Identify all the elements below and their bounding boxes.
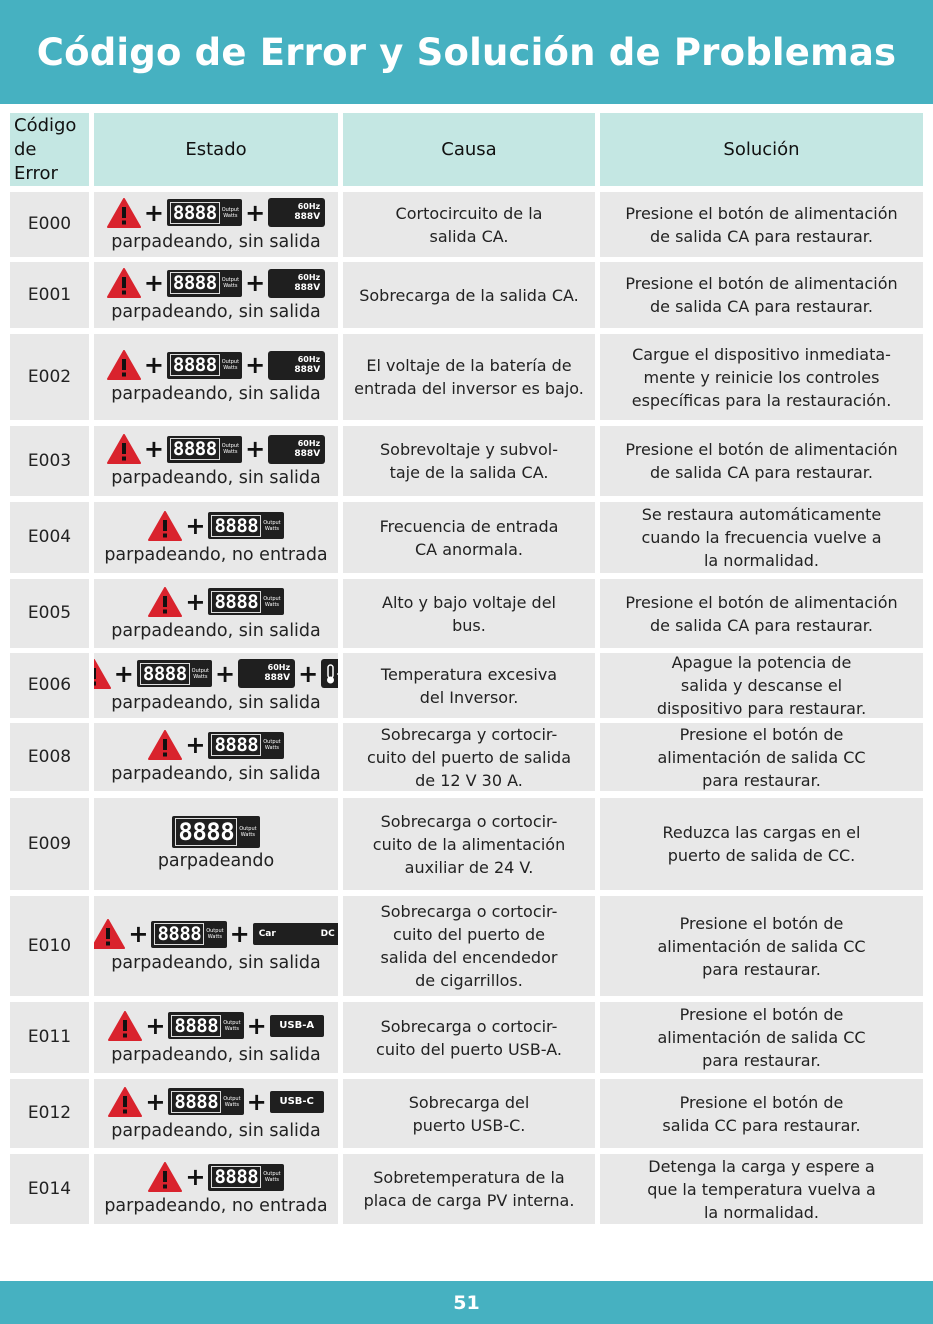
header-causa: Causa	[343, 113, 595, 186]
solution-text: Presione el botón de alimentación de salida CC para restaurar.	[600, 723, 923, 791]
plus-sign: +	[245, 269, 266, 297]
status-icons	[107, 267, 325, 299]
page-title: Código de Error y Solución de Problemas	[0, 0, 933, 104]
lcd-unit-top: Output	[221, 206, 240, 213]
plus-sign: +	[113, 659, 134, 688]
cause-text: Sobrecarga o cortocir- cuito del puerto USB-A.	[343, 1002, 595, 1073]
lcd-display-icon	[167, 436, 242, 463]
solution-text: Presione el botón de alimentación de salida CC para restaurar.	[600, 896, 923, 996]
plus-sign: +	[128, 920, 149, 948]
header-code: Código de Error	[10, 113, 89, 186]
header-solucion: Solución	[600, 113, 923, 186]
error-code: E011	[10, 1002, 89, 1073]
volt-text: 888V	[264, 673, 291, 683]
hz-text: 60Hz	[267, 663, 291, 672]
warning-triangle-icon	[148, 587, 182, 617]
status-icons	[107, 197, 325, 229]
solution-text: Presione el botón de alimentación de salida CA para restaurar.	[600, 426, 923, 496]
error-code: E010	[10, 896, 89, 996]
plus-sign: +	[245, 198, 266, 227]
frequency-voltage-icon	[268, 198, 325, 227]
usb-port-icon	[270, 1091, 324, 1113]
lcd-units	[222, 277, 239, 289]
lcd-units	[206, 928, 223, 940]
lcd-digits: 8888	[170, 272, 220, 294]
status-icons	[172, 816, 259, 848]
lcd-unit-bottom: Watts	[207, 934, 222, 940]
lcd-display-icon	[167, 270, 242, 297]
plus-sign: +	[298, 659, 319, 688]
lcd-digits: 8888	[140, 663, 190, 685]
status-text: parpadeando, no entrada	[104, 544, 328, 565]
lcd-units	[222, 443, 239, 455]
lcd-unit-bottom: Watts	[223, 449, 238, 455]
cause-text: El voltaje de la batería de entrada del inversor es bajo.	[343, 334, 595, 420]
lcd-display-icon	[137, 660, 212, 687]
status-icons	[148, 586, 283, 618]
cause-text: Temperatura excesiva del Inversor.	[343, 653, 595, 718]
dc-label: DC	[320, 928, 335, 939]
cause-text: Sobrevoltaje y subvol- taje de la salida CA.	[343, 426, 595, 496]
plus-sign: +	[145, 1087, 166, 1116]
car-label: Car	[258, 928, 276, 939]
usb-port-icon	[270, 1015, 324, 1037]
lcd-display-icon	[208, 588, 283, 615]
frequency-voltage-icon	[268, 269, 325, 298]
frequency-voltage-icon	[238, 659, 295, 688]
lcd-unit-bottom: Watts	[223, 283, 238, 289]
lcd-unit-bottom: Watts	[264, 1177, 280, 1183]
plus-sign: +	[245, 351, 266, 379]
status-text: parpadeando, sin salida	[111, 384, 321, 404]
lcd-digits: 8888	[171, 1015, 221, 1037]
solution-text: Reduzca las cargas en el puerto de salida de CC.	[600, 798, 923, 890]
plus-sign: +	[143, 435, 164, 463]
lcd-unit-top: Output	[239, 826, 257, 832]
lcd-digits: 8888	[171, 1091, 221, 1113]
lcd-display-icon	[208, 1164, 283, 1191]
cause-text: Cortocircuito de la salida CA.	[343, 192, 595, 257]
lcd-unit-bottom: Watts	[223, 212, 238, 219]
hz-text: 60Hz	[297, 202, 321, 211]
usb-port-label: USB-C	[279, 1096, 314, 1107]
status-text: parpadeando, sin salida	[111, 231, 321, 252]
status-cell	[94, 1154, 338, 1224]
lcd-units	[192, 668, 209, 680]
status-text: parpadeando, sin salida	[111, 764, 321, 784]
warning-triangle-icon	[107, 350, 141, 380]
status-text: parpadeando, sin salida	[111, 1044, 321, 1065]
cause-text: Frecuencia de entrada CA anormala.	[343, 502, 595, 573]
volt-text: 888V	[294, 282, 321, 293]
warning-triangle-icon	[148, 730, 182, 760]
lcd-unit-bottom: Watts	[223, 365, 238, 371]
error-code: E002	[10, 334, 89, 420]
plus-sign: +	[215, 659, 236, 688]
cause-text: Sobrecarga o cortocir- cuito del puerto de salida del encendedor de cigarrillos.	[343, 896, 595, 996]
warning-triangle-icon	[94, 919, 125, 949]
plus-sign: +	[185, 1163, 206, 1191]
lcd-unit-bottom: Watts	[264, 745, 280, 751]
page-number: 51	[0, 1281, 933, 1324]
status-cell	[94, 1079, 338, 1148]
lcd-digits: 8888	[211, 515, 261, 537]
lcd-unit-top: Output	[206, 928, 224, 934]
volt-text: 888V	[294, 364, 321, 375]
warning-triangle-icon	[148, 1162, 182, 1192]
solution-text: Apague la potencia de salida y descanse el dispositivo para restaurar.	[600, 653, 923, 718]
status-icons	[94, 918, 338, 950]
error-code: E006	[10, 653, 89, 718]
error-code: E004	[10, 502, 89, 573]
lcd-display-icon	[167, 199, 242, 226]
status-cell	[94, 653, 338, 718]
lcd-digits: 8888	[211, 591, 261, 613]
lcd-unit-top: Output	[263, 739, 281, 745]
cause-text: Alto y bajo voltaje del bus.	[343, 579, 595, 648]
lcd-unit-top: Output	[263, 519, 281, 526]
lcd-units	[263, 520, 280, 532]
status-cell	[94, 896, 338, 996]
solution-text: Presione el botón de alimentación de salida CA para restaurar.	[600, 579, 923, 648]
frequency-voltage-icon	[268, 435, 325, 464]
error-code: E009	[10, 798, 89, 890]
lcd-display-icon	[168, 1012, 243, 1039]
volt-text: 888V	[294, 212, 321, 222]
cause-text: Sobrecarga del puerto USB-C.	[343, 1079, 595, 1148]
plus-sign: +	[185, 587, 206, 616]
status-cell	[94, 192, 338, 257]
status-icons	[108, 1010, 323, 1042]
lcd-unit-bottom: Watts	[224, 1025, 239, 1032]
solution-text: Cargue el dispositivo inmediata- mente y reinicie los controles específicas para la restauración.	[600, 334, 923, 420]
error-code: E008	[10, 723, 89, 791]
error-code: E003	[10, 426, 89, 496]
warning-triangle-icon	[148, 511, 182, 541]
lcd-digits: 8888	[211, 1166, 261, 1188]
status-text: parpadeando, sin salida	[111, 1120, 321, 1141]
frequency-voltage-icon	[268, 351, 325, 380]
lcd-units	[223, 1020, 240, 1032]
status-cell	[94, 1002, 338, 1073]
status-text: parpadeando, sin salida	[111, 620, 321, 641]
lcd-unit-top: Output	[263, 595, 281, 602]
status-cell	[94, 334, 338, 420]
error-code: E005	[10, 579, 89, 648]
status-text: parpadeando, sin salida	[111, 302, 321, 322]
lcd-units	[222, 359, 239, 371]
warning-triangle-icon	[108, 1087, 142, 1117]
solution-text: Se restaura automáticamente cuando la frecuencia vuelve a la normalidad.	[600, 502, 923, 573]
lcd-units	[263, 739, 280, 751]
lcd-digits: 8888	[170, 438, 220, 460]
lcd-units	[222, 207, 239, 219]
status-icons	[107, 433, 325, 465]
header-estado: Estado	[94, 113, 338, 186]
usb-port-label: USB-A	[279, 1020, 315, 1031]
lcd-display-icon	[208, 512, 283, 539]
lcd-unit-bottom: Watts	[264, 601, 280, 608]
hz-text: 60Hz	[297, 354, 321, 364]
plus-sign: +	[145, 1011, 166, 1040]
lcd-display-icon	[208, 732, 283, 759]
lcd-display-icon	[172, 816, 259, 848]
hz-text: 60Hz	[297, 272, 321, 282]
warning-triangle-icon	[108, 1011, 142, 1041]
plus-sign: +	[246, 1011, 267, 1040]
plus-sign: +	[245, 435, 266, 463]
lcd-unit-bottom: Watts	[224, 1101, 239, 1108]
plus-sign: +	[143, 351, 164, 379]
error-code: E000	[10, 192, 89, 257]
status-icons	[108, 1086, 323, 1118]
volt-text: 888V	[294, 448, 321, 459]
lcd-unit-top: Output	[221, 359, 240, 365]
solution-text: Presione el botón de alimentación de salida CA para restaurar.	[600, 262, 923, 328]
lcd-units	[263, 1171, 280, 1183]
lcd-unit-top: Output	[191, 667, 210, 674]
lcd-unit-bottom: Watts	[240, 832, 255, 838]
status-text: parpadeando, sin salida	[111, 692, 321, 713]
plus-sign: +	[143, 269, 164, 297]
error-code: E012	[10, 1079, 89, 1148]
cause-text: Sobrecarga de la salida CA.	[343, 262, 595, 328]
lcd-display-icon	[167, 352, 242, 379]
plus-sign: +	[143, 198, 164, 227]
status-cell	[94, 426, 338, 496]
solution-text: Presione el botón de alimentación de salida CC para restaurar.	[600, 1002, 923, 1073]
lcd-digits: 8888	[211, 734, 261, 756]
plus-sign: +	[229, 920, 250, 948]
cause-text: Sobretemperatura de la placa de carga PV interna.	[343, 1154, 595, 1224]
status-cell	[94, 579, 338, 648]
lcd-display-icon	[151, 921, 226, 948]
status-icons	[148, 729, 283, 761]
error-code: E014	[10, 1154, 89, 1224]
lcd-unit-bottom: Watts	[193, 673, 208, 680]
lcd-unit-top: Output	[223, 1095, 241, 1102]
warning-triangle-icon	[107, 434, 141, 464]
cause-text: Sobrecarga o cortocir- cuito de la alimentación auxiliar de 24 V.	[343, 798, 595, 890]
lcd-digits: 8888	[170, 202, 220, 224]
warning-triangle-icon	[94, 659, 111, 689]
status-icons	[148, 510, 283, 542]
status-cell	[94, 262, 338, 328]
solution-text: Presione el botón de salida CC para restaurar.	[600, 1079, 923, 1148]
status-cell	[94, 502, 338, 573]
hz-text: 60Hz	[297, 438, 321, 448]
plus-sign: +	[246, 1087, 267, 1116]
error-code: E001	[10, 262, 89, 328]
lcd-unit-top: Output	[263, 1171, 281, 1177]
status-icons	[94, 658, 338, 690]
lcd-digits: 8888	[175, 818, 237, 846]
lcd-units	[239, 826, 256, 838]
lcd-unit-top: Output	[221, 443, 240, 449]
plus-sign: +	[185, 731, 206, 759]
lcd-display-icon	[168, 1088, 243, 1115]
lcd-unit-bottom: Watts	[264, 525, 280, 532]
plus-sign: +	[185, 511, 206, 540]
lcd-units	[223, 1096, 240, 1108]
status-text: parpadeando, sin salida	[111, 953, 321, 973]
cause-text: Sobrecarga y cortocir- cuito del puerto de salida de 12 V 30 A.	[343, 723, 595, 791]
lcd-digits: 8888	[154, 923, 204, 945]
status-text: parpadeando, no entrada	[104, 1196, 328, 1216]
status-cell	[94, 798, 338, 890]
status-icons	[148, 1161, 283, 1193]
status-text: parpadeando, sin salida	[111, 468, 321, 488]
lcd-digits: 8888	[170, 354, 220, 376]
status-icons	[107, 349, 325, 381]
thermometer-icon	[321, 659, 338, 688]
status-cell	[94, 723, 338, 791]
lcd-unit-top: Output	[221, 277, 240, 283]
solution-text: Detenga la carga y espere a que la temperatura vuelva a la normalidad.	[600, 1154, 923, 1224]
lcd-units	[263, 596, 280, 608]
solution-text: Presione el botón de alimentación de salida CA para restaurar.	[600, 192, 923, 257]
warning-triangle-icon	[107, 268, 141, 298]
lcd-unit-top: Output	[223, 1019, 241, 1026]
warning-triangle-icon	[107, 198, 141, 228]
car-port-icon	[253, 923, 338, 945]
status-text: parpadeando	[157, 851, 275, 871]
